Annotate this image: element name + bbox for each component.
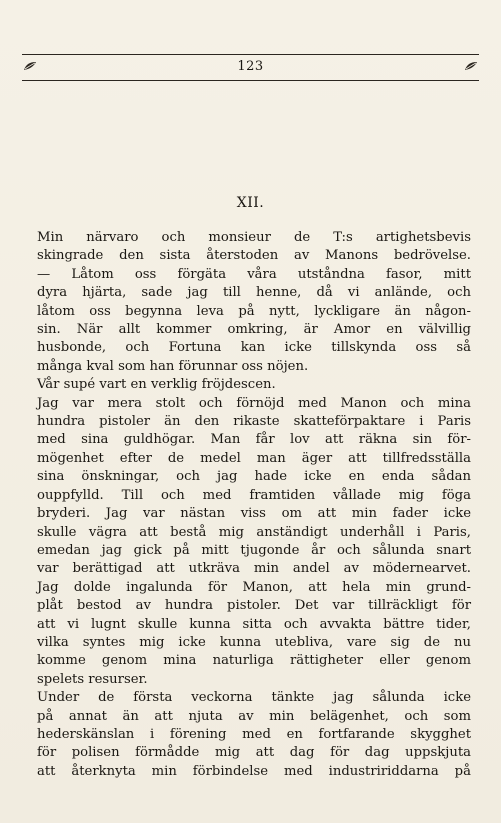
text-line: sina önskningar, och jag hade icke en enda sådan <box>37 469 471 485</box>
text-line: Jag dolde ingalunda för Manon, att hela min grund- <box>37 579 471 595</box>
leaf-ornament-icon <box>464 60 478 72</box>
text-line: för polisen förmådde mig att dag för dag uppskjuta <box>37 745 471 761</box>
text-line: hederskänslan i förening med en fortfarande skygghet <box>37 726 471 742</box>
chapter-heading: XII. <box>236 195 265 211</box>
text-line: vilka syntes mig icke kunna utebliva, vare sig de nu <box>37 634 471 650</box>
text-line: komme genom mina naturliga rättigheter eller genom <box>37 653 471 669</box>
header-rule-top <box>22 54 479 55</box>
text-line: plåt bestod av hundra pistoler. Det var tillräckligt för <box>37 598 471 614</box>
text-line: emedan jag gick på mitt tjugonde år och sålunda snart <box>37 542 471 558</box>
running-header <box>22 50 479 86</box>
text-line: Vår supé vart en verklig fröjdescen. <box>37 377 276 393</box>
text-line: sin. När allt kommer omkring, är Amor en välvillig <box>37 322 471 338</box>
text-line: många kval som han förunnar oss nöjen. <box>37 358 309 374</box>
text-line: att återknyta min förbindelse med industririddarna på <box>37 763 471 779</box>
text-line: husbonde, och Fortuna kan icke tillskynda oss så <box>37 340 471 356</box>
text-line: — Låtom oss förgäta våra utståndna fasor, mitt <box>37 266 471 282</box>
text-line: skulle vägra att bestå mig anständigt underhåll i Paris, <box>37 524 471 540</box>
text-line: var berättigad att utkräva min andel av mödernearvet. <box>37 561 471 577</box>
text-line: bryderi. Jag var nästan viss om att min fader icke <box>37 506 471 522</box>
text-line: Jag var mera stolt och förnöjd med Manon och mina <box>37 395 471 411</box>
text-line: hundra pistoler än den rikaste skatteförpaktare i Paris <box>37 414 471 430</box>
body-text <box>37 229 471 781</box>
text-line: mögenhet efter de medel man äger att tillfredsställa <box>37 450 471 466</box>
text-line: Under de första veckorna tänkte jag sålunda icke <box>37 690 471 706</box>
text-line: låtom oss begynna leva på nytt, lyckligare än någon- <box>37 303 471 319</box>
header-rule-bottom <box>22 80 479 81</box>
text-line: på annat än att njuta av min belägenhet, och som <box>37 708 471 724</box>
text-line: att vi lugnt skulle kunna sitta och avvakta bättre tider, <box>37 616 471 632</box>
text-line: spelets resurser. <box>37 671 148 687</box>
text-line: skingrade den sista återstoden av Manons bedrövelse. <box>37 248 471 264</box>
text-line: ouppfylld. Till och med framtiden vållade mig föga <box>37 487 471 503</box>
page-number: 123 <box>237 59 264 74</box>
text-line: med sina guldhögar. Man får lov att räkna sin för- <box>37 432 471 448</box>
text-line: Min närvaro och monsieur de T:s artighetsbevis <box>37 230 471 245</box>
text-line: dyra hjärta, sade jag till henne, då vi anlände, och <box>37 285 471 301</box>
